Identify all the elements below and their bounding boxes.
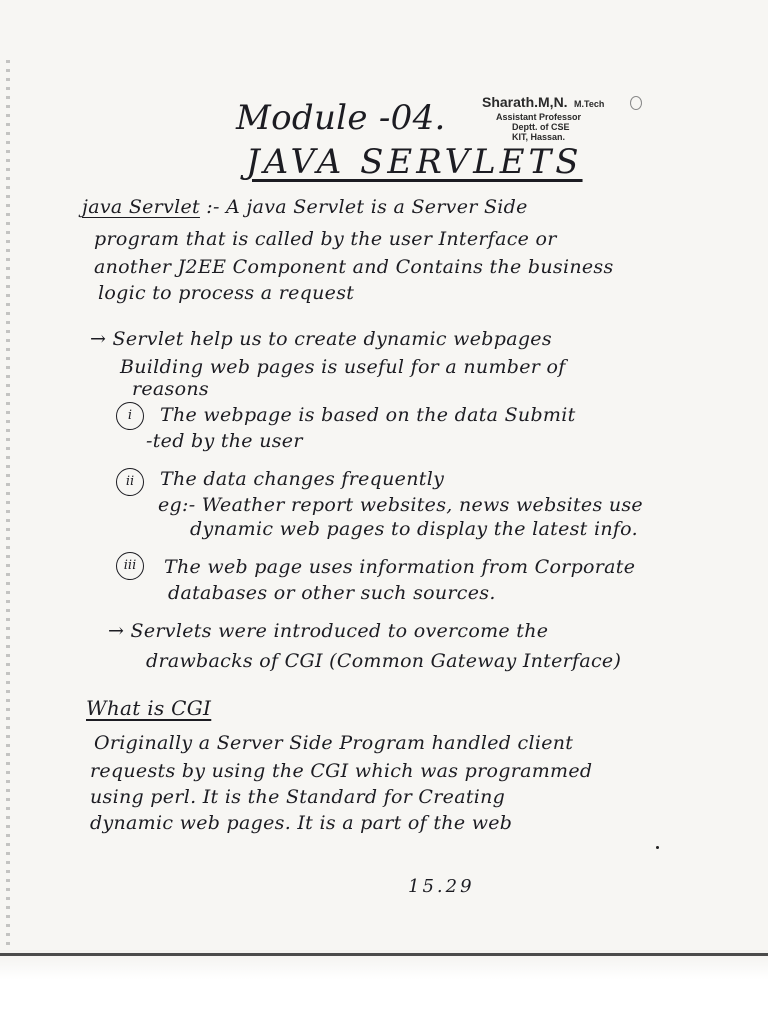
reason-marker-ii: ii — [116, 468, 144, 496]
cgi-line-2: requests by using the CGI which was programmed — [90, 760, 593, 782]
definition-line-3: another J2EE Component and Contains the business — [94, 256, 614, 278]
author-block — [482, 94, 642, 142]
author-department: Deptt. of CSE — [512, 122, 570, 132]
cgi-line-1: Originally a Server Side Program handled client — [94, 732, 574, 754]
point2-line-1: → Servlets were introduced to overcome the — [108, 620, 549, 642]
cgi-line-3: using perl. It is the Standard for Creating — [90, 786, 506, 808]
page-bottom-edge — [0, 953, 768, 956]
author-institution: KIT, Hassan. — [512, 132, 566, 142]
point1-line-2: Building web pages is useful for a number of — [120, 356, 566, 378]
point1-line-3: reasons — [132, 378, 209, 400]
definition-line-2: program that is called by the user Interface or — [94, 228, 557, 250]
reason-marker-i: i — [116, 402, 144, 430]
circle-mark — [630, 96, 642, 110]
reason-3-line-1: The web page uses information from Corporate — [164, 556, 636, 578]
author-degree: M.Tech — [574, 99, 605, 109]
author-name: Sharath.M,N. — [482, 94, 568, 110]
page-number: 15.29 — [408, 876, 475, 897]
stray-dot — [656, 846, 659, 849]
reason-2-line-1: The data changes frequently — [160, 468, 445, 490]
author-designation: Assistant Professor — [496, 112, 582, 122]
reason-2-line-3: dynamic web pages to display the latest info. — [190, 518, 638, 540]
page-header: JAVA SERVLETS — [246, 142, 583, 182]
cgi-line-4: dynamic web pages. It is a part of the web — [90, 812, 513, 834]
definition-line-4: logic to process a request — [98, 282, 355, 304]
cgi-heading: What is CGI — [86, 696, 212, 720]
point2-line-2: drawbacks of CGI (Common Gateway Interface) — [146, 650, 622, 672]
reason-1-line-1: The webpage is based on the data Submit — [160, 404, 576, 426]
scan-bottom-area — [0, 950, 768, 1024]
definition-term: java Servlet — [82, 196, 200, 218]
point1-line-1: → Servlet help us to create dynamic webpages — [90, 328, 552, 350]
reason-3-line-2: databases or other such sources. — [168, 582, 496, 604]
page-title: Module -04. — [236, 98, 446, 138]
reason-1-line-2: -ted by the user — [146, 430, 303, 452]
reason-2-line-2: eg:- Weather report websites, news websites use — [158, 494, 643, 516]
definition-line-1 — [82, 196, 528, 218]
binding-edge — [6, 60, 10, 960]
definition-text-1: :- A java Servlet is a Server Side — [206, 196, 528, 218]
reason-marker-iii: iii — [116, 552, 144, 580]
